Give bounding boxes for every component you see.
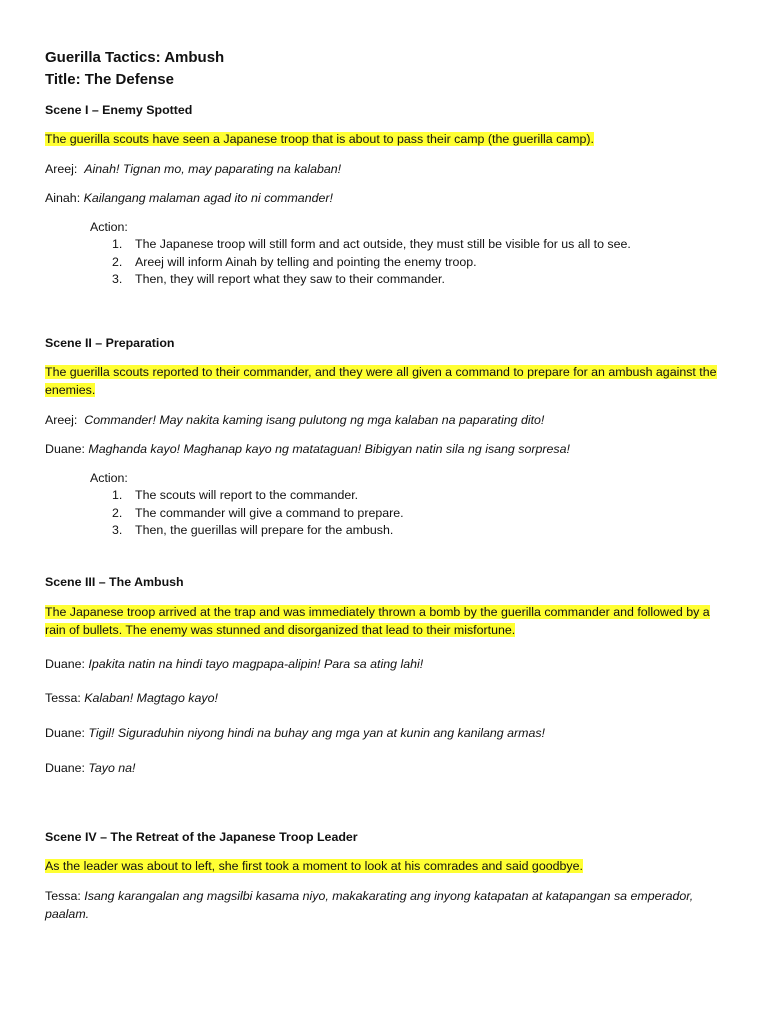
document-tactic-title: Guerilla Tactics: Ambush <box>45 49 225 66</box>
scene-narration <box>45 604 725 639</box>
spoken-line: Kailangang malaman agad ito ni commander! <box>83 191 333 205</box>
action-item <box>112 505 404 523</box>
dialogue-line <box>45 190 725 208</box>
scene-narration <box>45 131 725 149</box>
dialogue-line <box>45 690 725 708</box>
speaker-name: Tessa: <box>45 889 81 903</box>
speaker-name: Duane: <box>45 761 85 775</box>
action-item <box>112 236 631 254</box>
dialogue-line <box>45 656 725 674</box>
highlighted-text: The guerilla scouts reported to their commander, and they were all given a command to prepare for an ambush against the enemies. <box>45 365 717 397</box>
highlighted-text: The guerilla scouts have seen a Japanese troop that is about to pass their camp (the guerilla camp). <box>45 132 594 146</box>
action-number: 3. <box>112 272 123 286</box>
speaker-name: Duane: <box>45 726 85 740</box>
action-text: The commander will give a command to prepare. <box>135 506 404 520</box>
action-item <box>112 254 477 272</box>
action-item <box>112 271 445 289</box>
action-text: Then, the guerillas will prepare for the ambush. <box>135 523 394 537</box>
action-number: 1. <box>112 488 123 502</box>
action-item <box>112 487 358 505</box>
dialogue-line <box>45 441 725 459</box>
dialogue-line <box>45 161 725 179</box>
speaker-name: Tessa: <box>45 691 81 705</box>
action-number: 1. <box>112 237 123 251</box>
speaker-name: Duane: <box>45 442 85 456</box>
action-text: The scouts will report to the commander. <box>135 488 359 502</box>
spoken-line: Ipakita natin na hindi tayo magpapa-alipin! Para sa ating lahi! <box>88 657 424 671</box>
speaker-name: Areej: <box>45 413 78 427</box>
scene-heading: Scene III – The Ambush <box>45 575 184 589</box>
dialogue-line <box>45 412 725 430</box>
document-play-title: Title: The Defense <box>45 71 174 88</box>
scene-heading: Scene I – Enemy Spotted <box>45 103 193 117</box>
speaker-name: Ainah: <box>45 191 81 205</box>
spoken-line: Tayo na! <box>88 761 136 775</box>
dialogue-line <box>45 760 725 778</box>
action-number: 2. <box>112 506 123 520</box>
scene-heading: Scene IV – The Retreat of the Japanese Troop Leader <box>45 830 358 844</box>
scene-narration <box>45 364 725 399</box>
scene-heading: Scene II – Preparation <box>45 336 175 350</box>
action-number: 2. <box>112 255 123 269</box>
speaker-name: Duane: <box>45 657 85 671</box>
highlighted-text: As the leader was about to left, she first took a moment to look at his comrades and said goodbye. <box>45 859 583 873</box>
spoken-line: Kalaban! Magtago kayo! <box>84 691 218 705</box>
dialogue-line <box>45 888 725 923</box>
spoken-line: Commander! May nakita kaming isang pulutong ng mga kalaban na paparating dito! <box>84 413 545 427</box>
action-label: Action: <box>90 471 128 485</box>
scene-narration <box>45 858 725 876</box>
dialogue-line <box>45 725 725 743</box>
spoken-line: Maghanda kayo! Maghanap kayo ng matataguan! Bibigyan natin sila ng isang sorpresa! <box>88 442 570 456</box>
highlighted-text: The Japanese troop arrived at the trap and was immediately thrown a bomb by the guerilla commander and followed by a rain of bullets. The enemy was stunned and disorganized that lead to their misfortune. <box>45 605 710 637</box>
speaker-name: Areej: <box>45 162 78 176</box>
action-number: 3. <box>112 523 123 537</box>
spoken-line: Ainah! Tignan mo, may paparating na kalaban! <box>84 162 342 176</box>
action-text: The Japanese troop will still form and act outside, they must still be visible for us all to see. <box>135 237 631 251</box>
action-text: Areej will inform Ainah by telling and pointing the enemy troop. <box>135 255 477 269</box>
action-text: Then, they will report what they saw to their commander. <box>135 272 445 286</box>
action-label: Action: <box>90 220 128 234</box>
spoken-line: Tigil! Siguraduhin niyong hindi na buhay ang mga yan at kunin ang kanilang armas! <box>88 726 545 740</box>
spoken-line: Isang karangalan ang magsilbi kasama niyo, makakarating ang inyong katapatan at katapangan sa emperador, paalam. <box>45 889 694 921</box>
action-item <box>112 522 393 540</box>
